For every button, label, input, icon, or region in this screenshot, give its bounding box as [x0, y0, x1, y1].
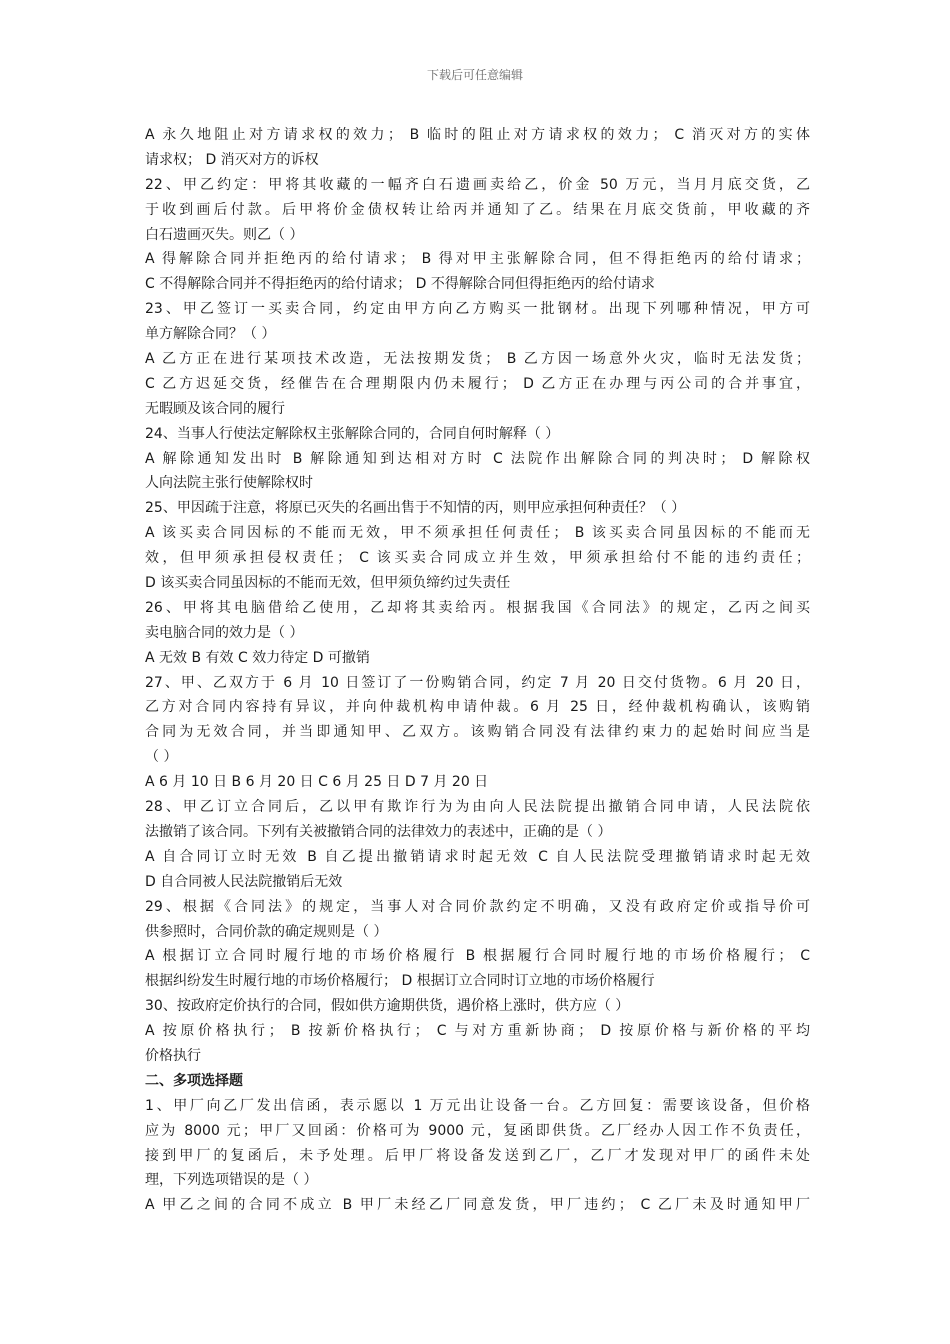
text-line: 请求权； D 消灭对方的诉权: [145, 151, 319, 168]
text-line: A 6 月 10 日 B 6 月 20 日 C 6 月 25 日 D 7 月 20 日: [145, 774, 489, 791]
text-line: D 自合同被人民法院撤销后无效: [145, 873, 343, 890]
text-line: A 该买卖合同因标的不能而无效，甲不须承担任何责任； B 该买卖合同虽因标的不能而无: [145, 525, 810, 542]
text-line: 于收到画后付款。后甲将价金债权转让给丙并通知了乙。结果在月底交货前，甲收藏的齐: [145, 201, 810, 218]
text-line: A 按原价格执行； B 按新价格执行； C 与对方重新协商； D 按原价格与新价格的平均: [145, 1023, 810, 1040]
section-heading: 二、多项选择题: [145, 1072, 243, 1089]
text-line: C 不得解除合同并不得拒绝丙的给付请求； D 不得解除合同但得拒绝丙的给付请求: [145, 276, 655, 293]
text-line: A 无效 B 有效 C 效力待定 D 可撤销: [145, 649, 370, 666]
text-line: 接到甲厂的复函后，未予处理。后甲厂将设备发送到乙厂，乙厂才发现对甲厂的函件未处: [145, 1147, 810, 1164]
text-line: 23、甲乙签订一买卖合同，约定由甲方向乙方购买一批钢材。出现下列哪种情况，甲方可: [145, 301, 810, 318]
text-line: 人向法院主张行使解除权时: [145, 475, 313, 492]
text-line: 应为 8000 元；甲厂又回函：价格可为 9000 元，复函即供货。乙厂经办人因工作不负责任，: [145, 1122, 810, 1139]
text-line: A 得解除合同并拒绝丙的给付请求； B 得对甲主张解除合同，但不得拒绝丙的给付请求；: [145, 251, 810, 268]
text-line: 法撤销了该合同。下列有关被撤销合同的法律效力的表述中，正确的是（ ）: [145, 823, 612, 840]
text-line: 28、甲乙订立合同后，乙以甲有欺诈行为为由向人民法院提出撤销合同申请，人民法院依: [145, 799, 810, 816]
text-line: 乙方对合同内容持有异议，并向仲裁机构申请仲裁。6 月 25 日，经仲裁机构确认，该购销: [145, 699, 810, 716]
text-line: 30、按政府定价执行的合同，假如供方逾期供货，遇价格上涨时，供方应（ ）: [145, 998, 630, 1015]
text-line: 价格执行: [145, 1047, 201, 1064]
text-line: A 解除通知发出时 B 解除通知到达相对方时 C 法院作出解除合同的判决时； D 解除权: [145, 450, 810, 467]
text-line: 27、甲、乙双方于 6 月 10 日签订了一份购销合同，约定 7 月 20 日交付货物。6 月 20 日，: [145, 674, 810, 691]
text-line: 22、甲乙约定：甲将其收藏的一幅齐白石遗画卖给乙，价金 50 万元，当月月底交货，乙: [145, 176, 810, 193]
text-line: 合同为无效合同，并当即通知甲、乙双方。该购销合同没有法律约束力的起始时间应当是: [145, 724, 810, 741]
text-line: 1、甲厂向乙厂发出信函，表示愿以 1 万元出让设备一台。乙方回复：需要该设备，但价格: [145, 1097, 810, 1114]
text-line: 效，但甲须承担侵权责任； C 该买卖合同成立并生效，甲须承担给付不能的违约责任；: [145, 550, 810, 567]
text-line: 25、甲因疏于注意，将原已灭失的名画出售于不知情的丙，则甲应承担何种责任？（ ）: [145, 500, 686, 517]
text-line: A 自合同订立时无效 B 自乙提出撤销请求时起无效 C 自人民法院受理撤销请求时起无效: [145, 848, 810, 865]
text-line: D 该买卖合同虽因标的不能而无效，但甲须负缔约过失责任: [145, 575, 511, 592]
page-header: 下载后可任意编辑: [426, 68, 523, 82]
text-line: 根据纠纷发生时履行地的市场价格履行； D 根据订立合同时订立地的市场价格履行: [145, 973, 655, 990]
text-line: 24、当事人行使法定解除权主张解除合同的，合同自何时解释（ ）: [145, 425, 560, 442]
text-line: A 根据订立合同时履行地的市场价格履行 B 根据履行合同时履行地的市场价格履行； C: [145, 948, 810, 965]
text-line: 理，下列选项错误的是（ ）: [145, 1172, 318, 1189]
text-line: C 乙方迟延交货，经催告在合理期限内仍未履行； D 乙方正在办理与丙公司的合并事宜，: [145, 375, 810, 392]
text-line: 29、根据《合同法》的规定，当事人对合同价款约定不明确，又没有政府定价或指导价可: [145, 898, 810, 915]
text-line: 单方解除合同？（ ）: [145, 326, 276, 343]
text-line: A 乙方正在进行某项技术改造，无法按期发货； B 乙方因一场意外火灾，临时无法发货；: [145, 351, 810, 368]
text-line: 白石遗画灭失。则乙（ ）: [145, 226, 304, 243]
text-line: A 甲乙之间的合同不成立 B 甲厂未经乙厂同意发货，甲厂违约； C 乙厂未及时通知甲厂: [145, 1197, 810, 1214]
text-line: 26、甲将其电脑借给乙使用，乙却将其卖给丙。根据我国《合同法》的规定，乙丙之间买: [145, 599, 810, 616]
text-line: A 永久地阻止对方请求权的效力； B 临时的阻止对方请求权的效力； C 消灭对方的实体: [145, 127, 810, 143]
document-body: [145, 123, 810, 1218]
text-line: （ ）: [145, 749, 178, 766]
text-line: 供参照时，合同价款的确定规则是（ ）: [145, 923, 388, 940]
text-line: 无暇顾及该合同的履行: [145, 400, 285, 417]
text-line: 卖电脑合同的效力是（ ）: [145, 624, 304, 641]
